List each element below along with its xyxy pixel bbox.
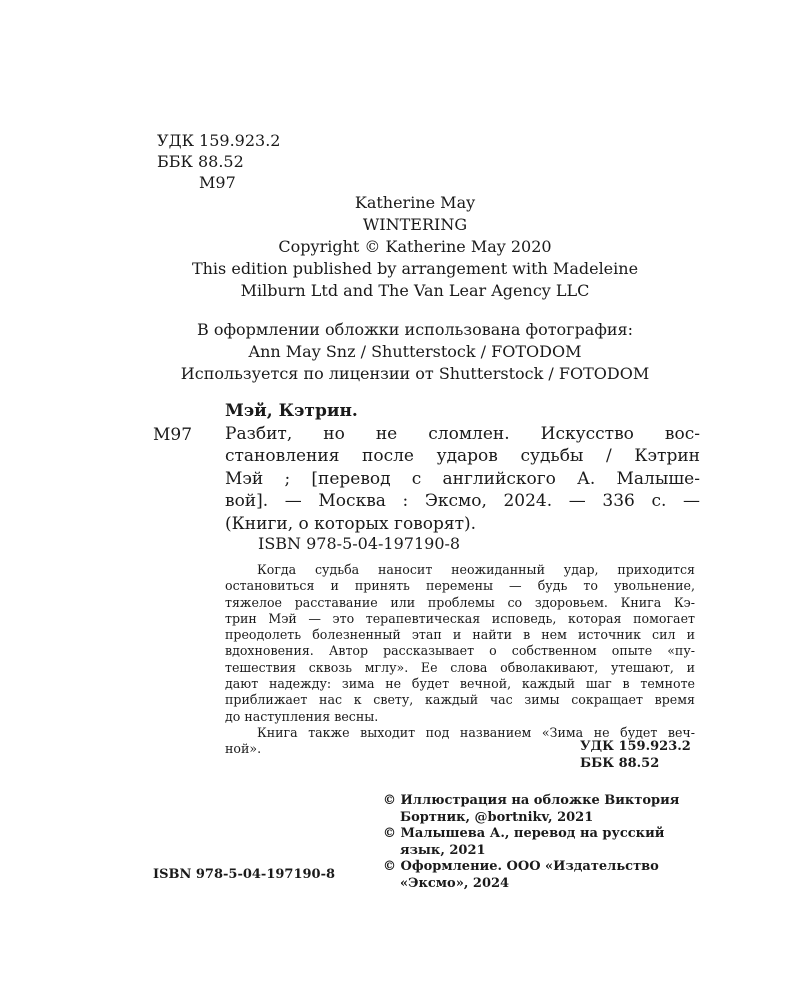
annotation-line: тешествия сквозь мглу». Ее слова обволакивают, утешают, и: [225, 659, 695, 675]
author-mark: М97: [199, 173, 236, 192]
record-author: Мэй, Кэтрин.: [225, 401, 358, 421]
udk-code: УДК 159.923.2: [580, 739, 691, 754]
copyright-notice-continued: язык, 2021: [400, 842, 486, 858]
record-line: Мэй ; [перевод с английского А. Малыше-: [225, 468, 700, 489]
annotation-line: ной».: [225, 741, 262, 757]
isbn: ISBN 978-5-04-197190-8: [258, 534, 461, 553]
edition-line: This edition published by arrangement with Madeleine: [191, 259, 639, 278]
original-edition-block: [120, 192, 710, 302]
annotation-line: трин Мэй — это терапевтическая исповедь, которая помогает: [225, 610, 695, 626]
bbk-code: ББК 88.52: [157, 152, 244, 171]
bibliographic-record: [225, 400, 700, 535]
copyright-notice-continued: «Эксмо», 2024: [400, 875, 510, 891]
annotation-line: тяжелое расставание или проблемы со здоровьем. Книга Кэ-: [225, 594, 695, 610]
cover-credit-line: Используется по лицензии от Shutterstock / FOTODOM: [180, 364, 650, 383]
classification-block: [157, 130, 280, 193]
annotation-line: остановиться и принять перемены — будь то увольнение,: [225, 578, 695, 594]
annotation-line: вдохновения. Автор рассказывает о собственном опыте «пу-: [225, 643, 695, 659]
copyright-line: Copyright © Katherine May 2020: [278, 237, 552, 256]
cover-credit-block: [120, 319, 710, 385]
udk-code: УДК 159.923.2: [157, 131, 281, 150]
record-line: вой]. — Москва : Эксмо, 2024. — 336 с. —: [225, 491, 700, 511]
annotation-line: преодолеть болезненный этап и найти в нем источник сил и: [225, 627, 695, 643]
annotation-line: Когда судьба наносит неожиданный удар, приходится: [257, 562, 695, 577]
copyright-notice: © Малышева А., перевод на русский: [383, 826, 665, 841]
record-author-mark: М97: [153, 425, 193, 445]
edition-line: Milburn Ltd and The Van Lear Agency LLC: [240, 281, 590, 300]
classification-bottom: [580, 738, 691, 772]
annotation-line: Книга также выходит под названием «Зима не будет веч-: [257, 724, 695, 740]
cover-credit-line: В оформлении обложки использована фотография:: [196, 320, 634, 339]
original-title: WINTERING: [362, 215, 468, 234]
copyright-notice: © Иллюстрация на обложке Виктория: [383, 793, 680, 808]
bbk-code: ББК 88.52: [580, 756, 660, 771]
original-author: Katherine May: [354, 193, 476, 212]
record-line: становления после ударов судьбы / Кэтрин: [225, 446, 700, 466]
annotation-line: дают надежду: зима не будет вечной, каждый шаг в темноте: [225, 676, 695, 692]
record-line: Разбит, но не сломлен. Искусство вос-: [225, 423, 700, 444]
copyright-notice: © Оформление. ООО «Издательство: [383, 859, 659, 874]
annotation-line: приближает нас к свету, каждый час зимы сокращает время: [225, 692, 695, 708]
annotation: [225, 562, 695, 758]
copyright-notices: [383, 793, 703, 892]
record-line: (Книги, о которых говорят).: [225, 513, 477, 534]
isbn: ISBN 978-5-04-197190-8: [153, 867, 336, 882]
copyright-notice-continued: Бортник, @bortnikv, 2021: [400, 809, 594, 825]
cover-credit-line: Ann May Snz / Shutterstock / FOTODOM: [248, 342, 582, 361]
annotation-line: до наступления весны.: [225, 708, 379, 724]
